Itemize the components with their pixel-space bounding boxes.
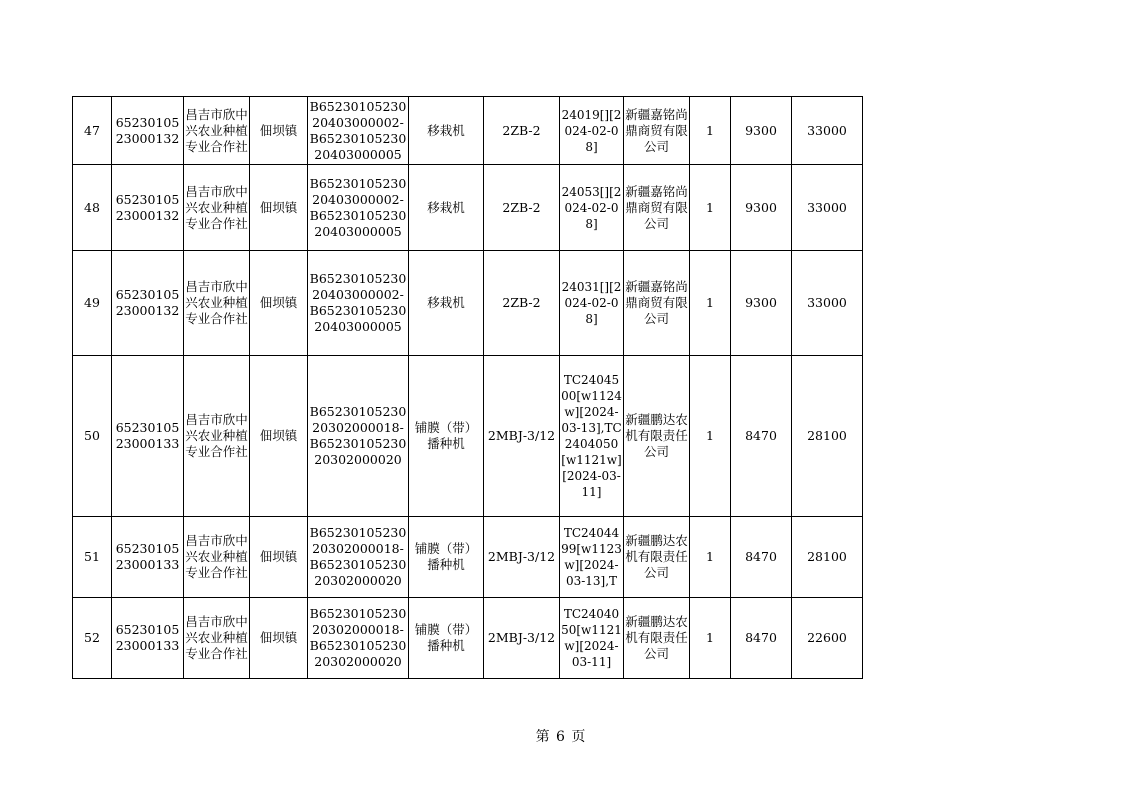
subsidy-table — [72, 96, 863, 679]
quantity-cell: 1 — [690, 517, 731, 598]
table-body — [73, 97, 863, 679]
certificate-cell — [560, 251, 624, 356]
sale-price-cell: 28100 — [792, 356, 863, 517]
id-number-cell: 6523010523000133 — [112, 517, 184, 598]
subsidy-amount-cell: 9300 — [731, 165, 792, 251]
organization-cell: 昌吉市欣中兴农业种植专业合作社 — [184, 251, 250, 356]
organization-cell: 昌吉市欣中兴农业种植专业合作社 — [184, 517, 250, 598]
certificate-cell — [560, 356, 624, 517]
certificate-cell — [560, 517, 624, 598]
machine-code-cell: B6523010523020403000002-B6523010523020403000005 — [308, 251, 409, 356]
machine-code-cell: B6523010523020302000018-B6523010523020302000020 — [308, 598, 409, 679]
organization-cell: 昌吉市欣中兴农业种植专业合作社 — [184, 165, 250, 251]
sale-price-cell: 22600 — [792, 598, 863, 679]
machine-type-cell: 铺膜（带）播种机 — [409, 517, 484, 598]
vendor-cell: 新疆嘉铭尚鼎商贸有限公司 — [624, 97, 690, 165]
vendor-cell: 新疆鹏达农机有限责任公司 — [624, 356, 690, 517]
machine-code-cell: B6523010523020302000018-B6523010523020302000020 — [308, 517, 409, 598]
machine-type-cell: 铺膜（带）播种机 — [409, 356, 484, 517]
machine-code-cell: B6523010523020403000002-B6523010523020403000005 — [308, 97, 409, 165]
quantity-cell: 1 — [690, 251, 731, 356]
model-cell: 2MBJ-3/12 — [484, 598, 560, 679]
subsidy-amount-cell: 8470 — [731, 598, 792, 679]
id-number-cell: 6523010523000132 — [112, 97, 184, 165]
quantity-cell: 1 — [690, 165, 731, 251]
certificate-text: 24019[][2024-02-08] — [561, 107, 622, 154]
certificate-cell — [560, 165, 624, 251]
table-row — [73, 251, 863, 356]
machine-type-cell: 移栽机 — [409, 251, 484, 356]
organization-cell: 昌吉市欣中兴农业种植专业合作社 — [184, 97, 250, 165]
vendor-cell: 新疆鹏达农机有限责任公司 — [624, 598, 690, 679]
town-cell: 佃坝镇 — [250, 165, 308, 251]
subsidy-amount-cell: 9300 — [731, 251, 792, 356]
row-number-cell: 49 — [73, 251, 112, 356]
subsidy-amount-cell: 8470 — [731, 517, 792, 598]
certificate-cell — [560, 598, 624, 679]
organization-cell: 昌吉市欣中兴农业种植专业合作社 — [184, 356, 250, 517]
row-number-cell: 47 — [73, 97, 112, 165]
vendor-cell: 新疆嘉铭尚鼎商贸有限公司 — [624, 251, 690, 356]
model-cell: 2ZB-2 — [484, 251, 560, 356]
table-row — [73, 97, 863, 165]
town-cell: 佃坝镇 — [250, 356, 308, 517]
certificate-text: 24031[][2024-02-08] — [561, 280, 622, 326]
row-number-cell: 48 — [73, 165, 112, 251]
subsidy-amount-cell: 9300 — [731, 97, 792, 165]
machine-type-cell: 移栽机 — [409, 97, 484, 165]
machine-code-cell: B6523010523020403000002-B6523010523020403000005 — [308, 165, 409, 251]
page-number: 第 6 页 — [535, 729, 587, 745]
id-number-cell: 6523010523000133 — [112, 356, 184, 517]
quantity-cell: 1 — [690, 598, 731, 679]
vendor-cell: 新疆鹏达农机有限责任公司 — [624, 517, 690, 598]
machine-code-cell: B6523010523020302000018-B6523010523020302000020 — [308, 356, 409, 517]
id-number-cell: 6523010523000133 — [112, 598, 184, 679]
sale-price-cell: 28100 — [792, 517, 863, 598]
town-cell: 佃坝镇 — [250, 97, 308, 165]
sale-price-cell: 33000 — [792, 165, 863, 251]
table-row — [73, 598, 863, 679]
table-row — [73, 517, 863, 598]
row-number-cell: 52 — [73, 598, 112, 679]
certificate-cell — [560, 97, 624, 165]
quantity-cell: 1 — [690, 97, 731, 165]
town-cell: 佃坝镇 — [250, 517, 308, 598]
certificate-text: TC2404500[w1124w][2024-03-13],TC2404050[w1121w][2024-03-11] — [561, 373, 622, 499]
certificate-text: 24053[][2024-02-08] — [561, 184, 622, 231]
certificate-text: TC2404050[w1121w][2024-03-11] — [561, 607, 622, 669]
row-number-cell: 50 — [73, 356, 112, 517]
model-cell: 2ZB-2 — [484, 97, 560, 165]
certificate-text: TC2404499[w1123w][2024-03-13],T — [561, 526, 622, 588]
id-number-cell: 6523010523000132 — [112, 251, 184, 356]
vendor-cell: 新疆嘉铭尚鼎商贸有限公司 — [624, 165, 690, 251]
quantity-cell: 1 — [690, 356, 731, 517]
id-number-cell: 6523010523000132 — [112, 165, 184, 251]
model-cell: 2ZB-2 — [484, 165, 560, 251]
table-row — [73, 165, 863, 251]
town-cell: 佃坝镇 — [250, 251, 308, 356]
machine-type-cell: 铺膜（带）播种机 — [409, 598, 484, 679]
model-cell: 2MBJ-3/12 — [484, 356, 560, 517]
row-number-cell: 51 — [73, 517, 112, 598]
table-row — [73, 356, 863, 517]
town-cell: 佃坝镇 — [250, 598, 308, 679]
sale-price-cell: 33000 — [792, 251, 863, 356]
subsidy-amount-cell: 8470 — [731, 356, 792, 517]
sale-price-cell: 33000 — [792, 97, 863, 165]
model-cell: 2MBJ-3/12 — [484, 517, 560, 598]
organization-cell: 昌吉市欣中兴农业种植专业合作社 — [184, 598, 250, 679]
machine-type-cell: 移栽机 — [409, 165, 484, 251]
